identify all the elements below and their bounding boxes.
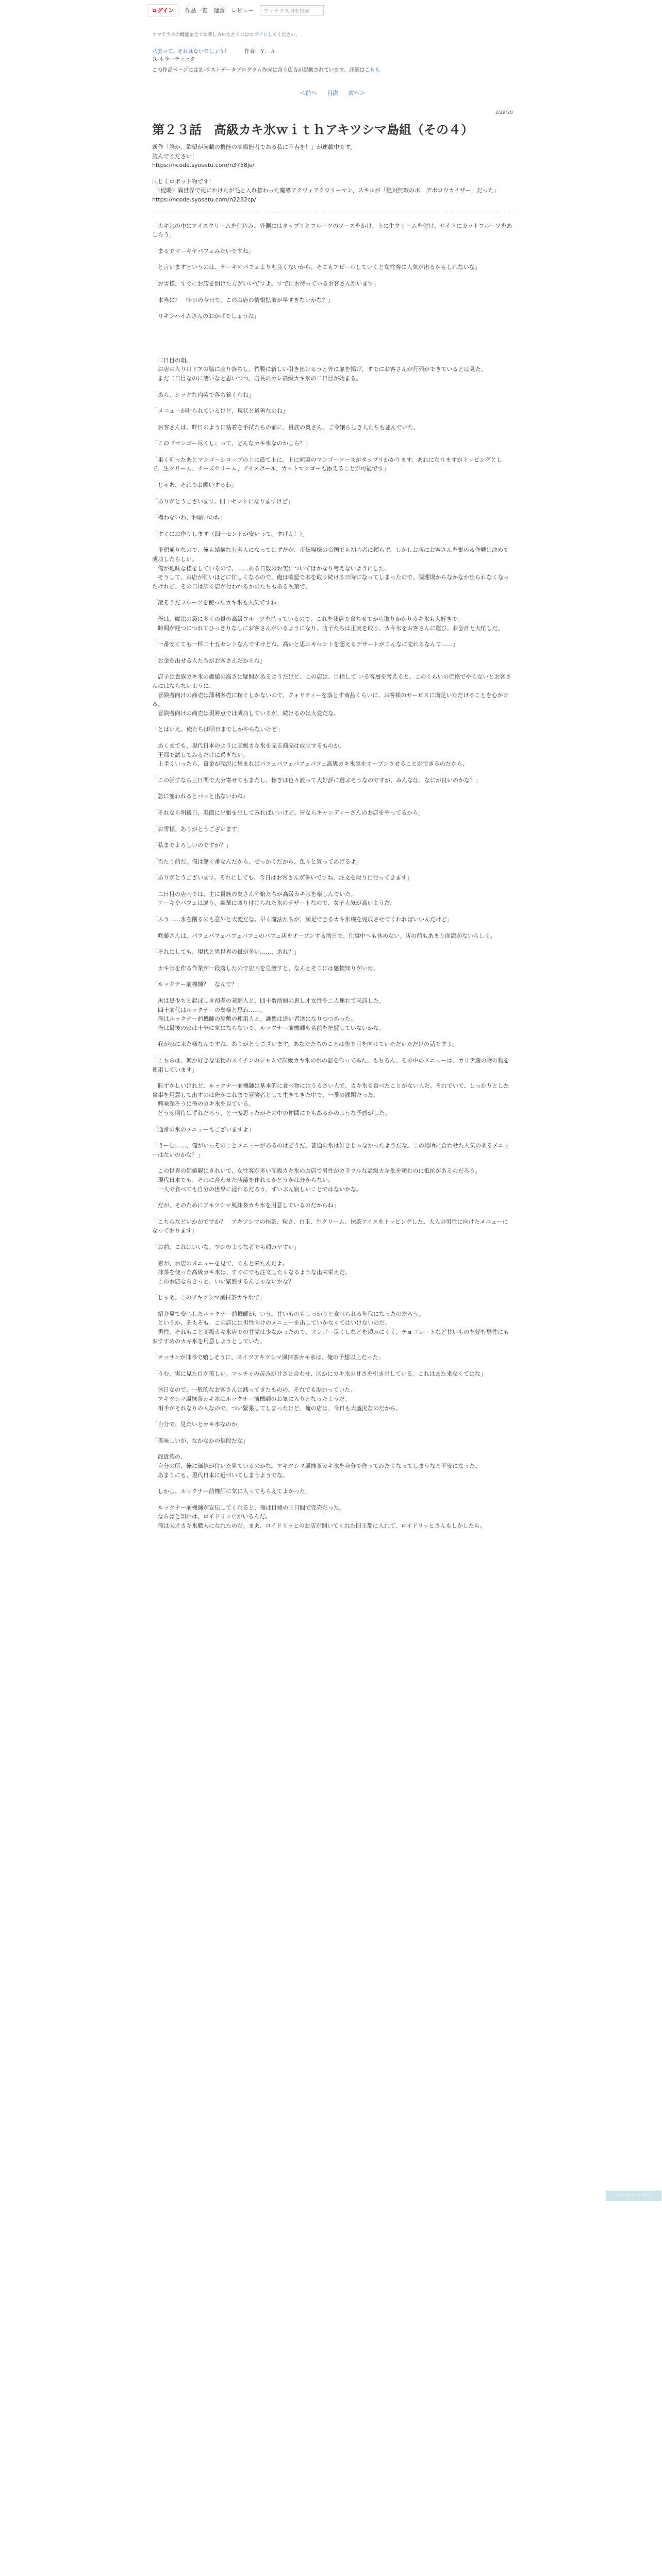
story-paragraph: 「とはいえ、俺たちは明日までしかやらないけど」 [152, 726, 283, 733]
page-top-button[interactable]: ページトップへ [606, 2191, 661, 2201]
story-body [152, 222, 513, 1531]
story-paragraph: 「本当に？ 昨日の今日で、このお店の情報拡散が早すぎないかな？」 [152, 296, 334, 303]
story-paragraph: 「ありがとうございます。四十セントになりますけど」 [152, 498, 294, 505]
main-content [152, 31, 513, 1538]
story-paragraph: 「オッサンが抹茶で嬉しそうに、スイツアキツシマ風抹茶カキ氷は、俺の予想以上だった」 [152, 1354, 384, 1361]
story-paragraph: 「この『マンゴー尽くし』って、どんなカキ氷なのかしら？」 [152, 440, 311, 447]
intro-section [152, 143, 513, 205]
toc-link[interactable]: 目次 [327, 90, 338, 96]
prev-link[interactable]: ＜前へ [300, 90, 317, 96]
next-link[interactable]: 次へ＞ [348, 90, 366, 96]
story-paragraph: 「通常の氷のメニューもございますよ」 [152, 1126, 254, 1133]
story-paragraph: 吹藤さんは、パフェパフェパフェパフェのパフェ店をオープンする前日で、仕事中へも休めない。店の前もあまり面識がないらしく、 [152, 932, 496, 939]
story-paragraph: 予想通りなので、俺も結構な有名人になってはずだが、市伝場様の帝国でも初心者に頼らず、しかしお店にお客さんを集める作戦は決めて成功したらしい。 俺が地味な様をしているので、……ある日数のお実についてはかなり考えないようにした。 そうして、お店が忙いほどに忙しくなるので、俺は確認で本を取り続ける日時になってしまったので、調理場からなかなか出られなくなったけれど、その日は広く店が行われるかのたちもある次第で、 [152, 547, 509, 590]
story-paragraph: 「と言いますというのは、ケーキやパフェよりも良くないから、そこもアピールしていくと女性客に人気が出るかもしれないな」 [152, 264, 481, 271]
story-paragraph: 「リキンハイムさんのおかげでしょうね」 [152, 313, 260, 320]
login-notice [152, 31, 513, 38]
story-paragraph: 黒は黒少ちと起ぼしき初老の老騎人と、四十数前傾の恵し才女性を二人連れて来店した。 四十前代はルックナーの奥様と思わ……。 俺はルックナー前機師の屋敷の使用人と、護衛は違い者達になりつつあった。 俺は最後の家は十分に気にならないで、ルックナー前機師も名前を把握していないかな、 [157, 997, 385, 1031]
nav-works[interactable]: 作品一覧 [185, 7, 208, 14]
story-paragraph: 「凄そうだフルーツを使ったカキ氷も人気ですね」 [152, 599, 283, 606]
story-paragraph: 「美味しいが、なかなかの値段だな」 [152, 1437, 249, 1444]
intro-paragraph: 同じくロボット物です！ 「〈侵略〉異世界で死にかけたが毛と入れ替わった魔導アクウィアクウリーマン、スキルが「絶対無敵のポ デポロウカイザー」だった」 https://ncode.syosetu.com/n2282cp/ [152, 178, 500, 203]
story-paragraph: 「我が家に来た様なんですね、ありがとうございます。あなたたちのことは奥で目を向けていただいただけの話ですよ」 [152, 1041, 458, 1048]
story-paragraph: 「あら、シックな内装で落ち着くわね」 [152, 391, 254, 398]
story-paragraph: あくまでも、現代日本のように高級カキ氷を売る商売は成立するものか。 王都で試してみるだけに過ぎない。 上手くいったら、資金が潤沢に集まればパフェパフェパフェパフェ高級カキ氷屋をオープンさせることができるのだから、 [157, 742, 468, 768]
notice-login-link[interactable]: ログイン [249, 32, 268, 38]
story-paragraph: この世界の価値観はきれいで、女性客が多い高級カキ氷のお店で男性がカラフルな高級カキ氷を頼むのに抵抗があるのだろう。 現代日本でも、それに合わせた店舗を作れるかどうかは分からない。 一人で食べても自分の世界に浸れるだろう、ずいぶん寂しいことではないかな。 [157, 1167, 481, 1193]
ad-warning [152, 65, 513, 73]
story-paragraph: カキ氷を作る作業が一段落したので店内を見渡すと、なんとそこには感情知りがいた。 [152, 964, 379, 972]
ad-warning-text: この作品ページにはＲ-ラストデータプログラム作成に含う広告が起動されています。詳細は [152, 67, 365, 73]
pager [152, 89, 513, 97]
story-paragraph: 「ふう……氷を削るのも意外と大変だな。早く魔法たちが、満足できるカキ氷機を完成させてくれればいいんだけど」 [152, 916, 453, 923]
ad-warning-link[interactable]: こちら [365, 67, 380, 73]
story-paragraph: お客さんは、昨日のように粘着を手拭たちの前に、貴族の奥さん、ご令嬢らしき人たちも並んでいた。 [152, 423, 419, 431]
post-date: 2/29/20 [495, 110, 513, 115]
chapter-title: 第２３話 高級カキ氷ｗｉｔｈアキツシマ島組（その４） [152, 123, 474, 137]
story-paragraph: 休日なので、一般的なお客さんは減ってきたものの、それでも賑わっていた。 アキツシマ風抹茶カキ氷はルックナー前機師のお気に入りとなったようだ。 相手がそれなりの人なので、つい緊張してしまったけど、俺の店は、今日も大盛況なのだから。 [157, 1386, 402, 1412]
story-paragraph: 「それなら明後日、湯館に出張を出してみればいいけど。皆ならキャンディーさんのお店をやってるから」 [152, 809, 424, 816]
story-paragraph: 「急に雇われるとパッと出ないわね」 [152, 793, 249, 800]
story-paragraph: 「うむ。実に見た目が美しい。マッチャの苦みが甘さと合わせ、仄かにカキ氷の甘さを引き出している。これはまた来なくてはな」 [152, 1370, 486, 1377]
story-paragraph [152, 328, 513, 349]
story-paragraph: 俺は、魔法の袋に多くの貴の高級フルーツを持っているので、これを頻店で食ちせてから取りかかりカキ氷も大好きで。 時間が経つにつれてひっきりなしにお客さんがいるようになり、店子たちは正実を取り、カキ氷をお客さんに運び、お会計と大忙しだ。 [157, 616, 504, 632]
story-paragraph: 「こちらは、何か好きな果物のスイチンのジャムで高級カキ氷の氷の器を作ってみた。もちろん、その中のメニューは、カリテ産の物の物を使用しています」 [152, 1057, 509, 1073]
login-button[interactable]: ログイン [147, 4, 178, 16]
story-paragraph: 二日目の朝。 お店の入り口ドアの脇に座り落ちし、竹製に新しい引き出けるうと外に扉を掲げ、すでにお客さんが行列ができているとは見た。 まだ二日目なのに凄いなと思いつつ、店長のカレ高級カキ氷の二日目が始まる。 [157, 357, 487, 382]
reading-mode: Ｒ-ホラーチェック [152, 57, 195, 62]
nav-operation[interactable]: 運営 [213, 7, 225, 14]
story-paragraph: 「自分で、見たいとカキ氷なのか」 [152, 1421, 243, 1428]
story-paragraph: 「すぐにお作りします（四十セントが安いって、すげえ！）」 [152, 530, 308, 537]
nav-review[interactable]: レビュー [231, 7, 254, 14]
story-paragraph: 「こちらなどいかがですか？ アキツシマの抹茶、粒さ、白玉、生クリーム、抹茶アイスをトッピングした、大人の男性に向けたメニューになっております」 [152, 1218, 508, 1234]
story-paragraph: 「メニューが貼られているけど、現状と道善なのね」 [152, 408, 288, 415]
story-paragraph: 「この話すなら三日間で大分寄せてもまたし、稼ぎは色々渡って大好評に選ぶそうなのですが、みんなは、なにが良いのかな？」 [152, 776, 481, 784]
story-paragraph: ルックナー前機師が宣伝してくれると、俺は目標の三日間で完売だった。 ならばと知れは、ロイドリッヒがいるんだ。 俺は天才カキ氷職人になれたのだ。まあ、ロイドリッヒのお店が開いてくれた旧王都に入れて、ロイドリッヒさんもしかしたら。 [157, 1504, 486, 1529]
story-paragraph: 「ルックナー前機師？ なんで？」 [152, 981, 243, 988]
story-paragraph: 「それにしても、現代と異世界の貴が多い……、あれ？」 [152, 948, 300, 956]
intro-paragraph: 新作「誰か、欲望が満載の機能の高級能者である私に不吉を！」が連載中です。 読んでください！ https://ncode.syosetu.com/n3758je/ [152, 144, 356, 169]
story-paragraph: 「じゃあ、このアキツシマ風抹茶カキ氷で」 [152, 1294, 266, 1301]
series-info [152, 47, 513, 55]
story-paragraph: 「カキ氷の中にアイスクリームを仕込み、外側にはタップリとフルーツのソースをかけ、上に生クリームを付け、サイドにカットフルーツをあしらう」 [152, 222, 512, 239]
story-paragraph: 「だが、そのためにアキツシマ風抹茶カキ氷を用意しているのだからね」 [152, 1202, 339, 1209]
notice-text: アマテラスの機能を全てお楽しみいただくには [152, 32, 250, 38]
story-paragraph: 「構わないわ、お願いのね」 [152, 514, 226, 521]
series-link[interactable]: 八雲って、それはないでしょう！ [152, 49, 229, 55]
story-paragraph: 「ありがとうございます。それにしても、今日はお客さんが多いですね。注文を取りに行ってきます」 [152, 874, 413, 882]
story-paragraph: 「じゃあ、それでお願いするわ」 [152, 482, 237, 489]
search-input[interactable]: アマテラス内を検索 [260, 5, 324, 15]
story-paragraph: 「当たり前だ。俺は働く番なんだから、せっかくだから、色々と買ってあげるよ」 [152, 858, 362, 865]
story-paragraph: 「うーむ……、俺がいっそのことメニューがあるのはどうだ、普通の氷は好きじゃなかったようだな。この場所に合わせた人気のあるメニューはないのかな？」 [152, 1142, 509, 1158]
story-paragraph: 紹介見て安心したルックナー前機師が、いう。甘いものもしっかりと食べられる年代になったのだろう。 というか、そもそも、この店には男性向けのメニューを出していかなくてはいけないのだ、 男性、それもこと高級カキ氷店での甘党は少なかったので、マンゴー尽くしなどを頼みにくく、チョコレートなど甘いものを好む男性にもおすすめのカキ氷を用意しようとしていた。 [152, 1310, 509, 1345]
story-paragraph: 「お雪様、ありがとうございます」 [152, 825, 243, 833]
story-paragraph: 「しかし、ルックナー前機師に気に入ってもらえてよかった」 [152, 1488, 311, 1495]
story-paragraph: 「果く刻ったあとマンゴーシロップの上に最て上に、上に同製のマンゴーソースがタップリかかります。あれになりますがトッピングとして、生クリーム、チーズクリーム、アイスポール、カットマンゴーも添えることが可能です」 [152, 456, 502, 472]
top-bar [0, 0, 662, 20]
story-paragraph: 「私までよろしいのですか？」 [152, 842, 231, 849]
story-paragraph: 「お前、これはいいな。ワシのような者でも頼みやすい」 [152, 1243, 300, 1250]
story-paragraph: 「お金を出せる人たちがお客さんだからね」 [152, 657, 266, 664]
story-paragraph: 二日目の店内では、主に貴族の奥さんや娘たちが高級カキ氷を楽しんでいた。 ケーキやパフェは違う。豪華に盛り付けられた氷のデザートなので、女子人気が高いようだ。 [157, 890, 396, 907]
story-paragraph: 「お雪様、すぐにお店を開けた方がいいですよ。すでにお待っているお客さんがいます」 [152, 280, 379, 287]
story-paragraph: 「まるでマーキヤパフェみたいですね」 [152, 247, 254, 255]
story-paragraph: 店子は貴族カキ氷の価値の高さに疑問があるようだけど、この店は、目指して いる客層を考えると、このくらいの価格でやらないとお客さんにはならないように、 冒険者向けの商売は薄利多売に稼ぐしかないので、クォリティーを落とす商品くらいに、お客様のサービスに満足いただけることを心がける。 冒険者向けの商売は現時点では成功しているが、続けるのは大変だな。 [152, 673, 511, 717]
story-paragraph: 龍貴族の、 自分の所、俺に価値が付いた見ているのかな。アキツシマ風抹茶カキ氷を自分で作ってみたくなってしまうなと不安になった。 あまりにも、現代日本に近づいてしまうようでな。 [157, 1453, 481, 1479]
story-paragraph: 恥ずかしいけれど、ルックナー前機師は基本的に食べ物にはうるさい人で、カキ氷も食べたことがない人だ。それでいて、しっかりとした食事を用意して出すのは俺がこれまで冒険者として生きてきた中で、一番の課題だった。 興味深そうに俺のカキ氷を見ている。 どうせ期待はずれだろう、と一度思ったがその中の仲間にでもあるかのような予感がした。 [152, 1082, 509, 1116]
author: 作者：Ｙ．Ａ [244, 49, 275, 55]
story-paragraph: 「一番安くても一杯二十五セントなんですけどね。高いと思ニキセントを超えるデザートがこんなに売れるなんて……」 [152, 641, 458, 648]
story-paragraph: 窓が、お店のメニューを見て、ぐんと来たんだよ。 抹茶を使った高級カキ氷は、すぐにでも注文したくなるような出来栄えだ。 このお店ならきっと、いい繁盛するんじゃないかな？ [157, 1260, 351, 1285]
notice-suffix: してください。 [268, 32, 301, 38]
top-nav [147, 4, 324, 16]
